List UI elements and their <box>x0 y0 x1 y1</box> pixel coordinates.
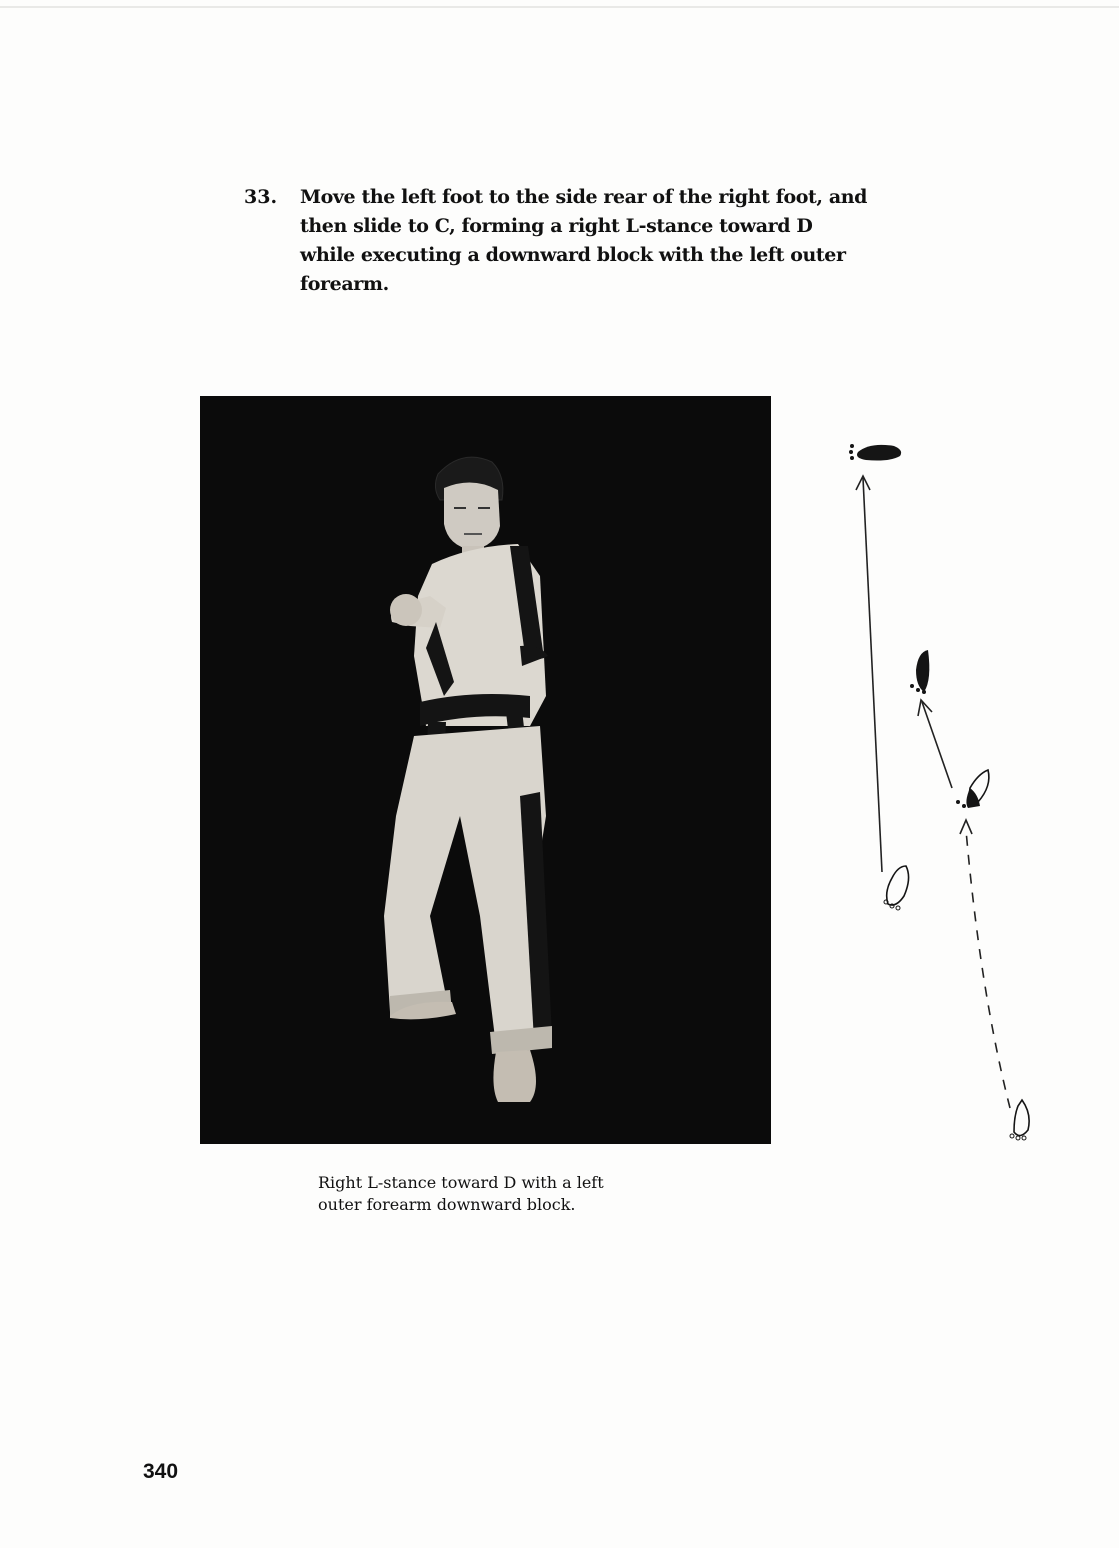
footprint-icon <box>840 430 1060 1160</box>
footstep-diagram <box>840 430 1060 1160</box>
page-number: 340 <box>143 1460 179 1483</box>
step-text-line: then slide to C, forming a right L-stance toward D <box>300 215 813 237</box>
step-text-line: Move the left foot to the side rear of the right foot, and <box>300 186 868 208</box>
footprint-top <box>849 444 901 461</box>
step-number: 33. <box>244 186 278 208</box>
caption-line: outer forearm downward block. <box>318 1195 576 1214</box>
footprint-bottom-right <box>1010 1100 1029 1140</box>
karate-practitioner-icon <box>200 396 771 1144</box>
step-text-line: while executing a downward block with the left outer <box>300 244 846 266</box>
footprint-lower-right <box>956 770 989 808</box>
scan-edge-line <box>0 6 1119 8</box>
karate-photo <box>200 396 771 1144</box>
step-text <box>300 183 900 299</box>
footprint-bottom-left <box>884 866 909 910</box>
footprint-middle <box>910 650 929 694</box>
step-text-line: forearm. <box>300 273 389 295</box>
photo-caption <box>318 1172 698 1216</box>
caption-line: Right L-stance toward D with a left <box>318 1173 604 1192</box>
